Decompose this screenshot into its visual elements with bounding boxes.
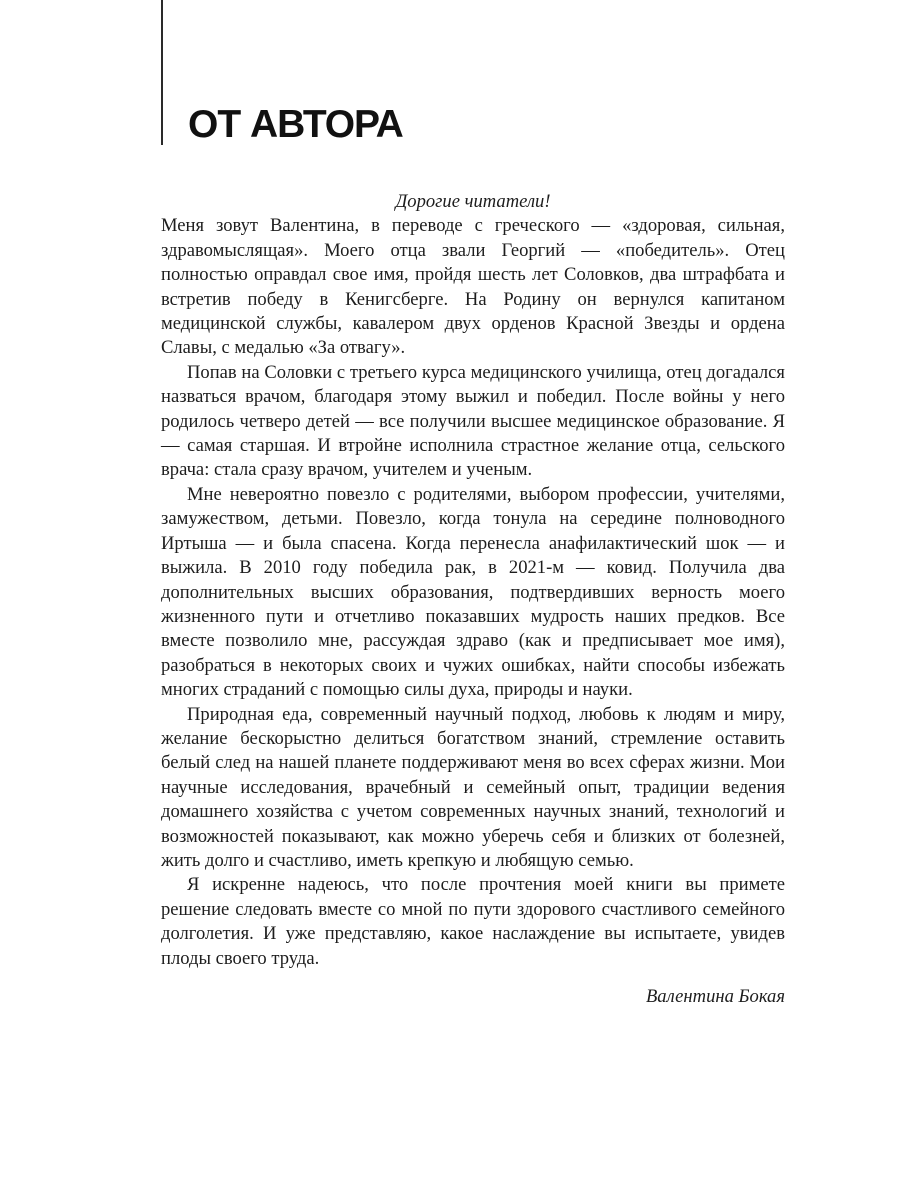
paragraph-3: Мне невероятно повезло с родителями, выбором профессии, учителями, замужеством, детьми. Повезло, когда тонула на середине полноводного Иртыша — и была спасена. Когда перенесла анафилактический шок — и выжила. В 2010 году победила рак, в 2021-м — ковид. Получила два дополнительных высших образования, подтвердивших верность моего жизненного пути и отчетливо показавших мудрость наших предков. Все вместе позволило мне, рассуждая здраво (как и предписывает мое имя), разобраться в некоторых своих и чужих ошибках, найти способы избежать многих страданий с помощью силы духа, природы и науки. bbox=[161, 483, 785, 701]
paragraph-1: Меня зовут Валентина, в переводе с греческого — «здоровая, сильная, здравомыслящая». Моего отца звали Георгий — «победитель». Отец полностью оправдал свое имя, пройдя шесть лет Соловков, два штрафбата и встретив победу в Кенигсберге. На Родину он вернулся капитаном медицинской службы, кавалером двух орденов Красной Звезды и ордена Славы, с медалью «За отвагу». bbox=[161, 215, 785, 359]
greeting: Дорогие читатели! bbox=[395, 191, 551, 212]
paragraph-2: Попав на Соловки с третьего курса медицинского училища, отец догадался назваться врачом, благодаря этому выжил и победил. После войны у него родилось четверо детей — все получили высшее медицинское образование. Я — самая старшая. И втройне исполнила страстное желание отца, сельского врача: стала сразу врачом, учителем и ученым. bbox=[161, 361, 785, 481]
letter-body bbox=[161, 190, 785, 1009]
paragraph-5: Я искренне надеюсь, что после прочтения моей книги вы примете решение следовать вместе со мной по пути здорового счастливого семейного долголетия. И уже представляю, какое наслаждение вы испытаете, увидев плоды своего труда. bbox=[161, 874, 785, 969]
paragraph-4: Природная еда, современный научный подход, любовь к людям и миру, желание бескорыстно делиться богатством знаний, стремление оставить белый след на нашей планете поддерживают меня во всех сферах жизни. Мои научные исследования, врачебный и семейный опыт, традиции ведения домашнего хозяйства с учетом современных научных знаний, технологий и возможностей показывают, как можно уберечь себя и близких от болезней, жить долго и счастливо, иметь крепкую и любящую семью. bbox=[161, 703, 785, 871]
author-signature: Валентина Бокая bbox=[645, 986, 785, 1007]
chapter-title: ОТ АВТОРА bbox=[188, 103, 403, 146]
margin-rule bbox=[161, 0, 163, 145]
